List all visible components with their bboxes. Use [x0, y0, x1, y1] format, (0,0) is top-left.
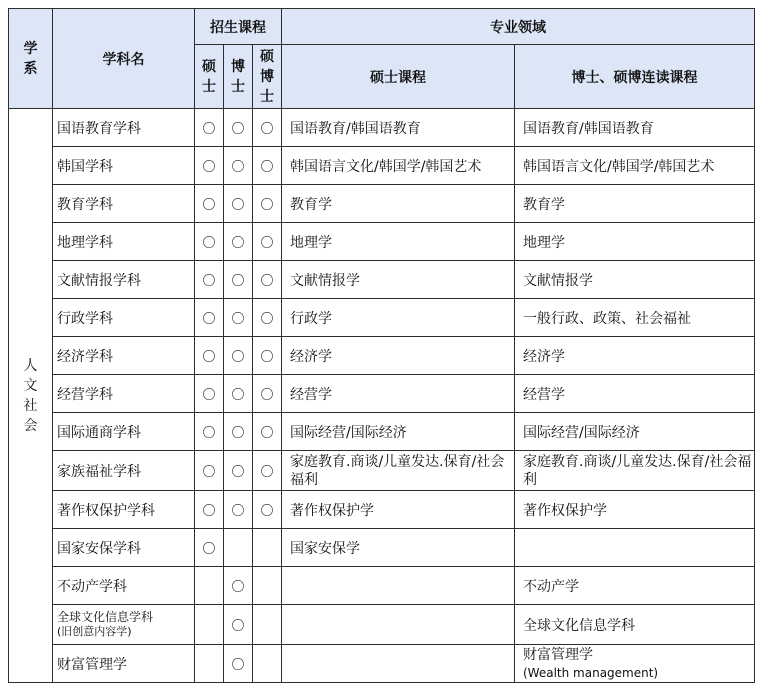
doctor-mark: 〇 [224, 147, 253, 185]
doctor-mark: 〇 [224, 451, 253, 491]
table-row [9, 605, 755, 645]
doctor-mark: 〇 [224, 413, 253, 451]
header-doctor: 博 士 [224, 45, 253, 109]
table-row [9, 567, 755, 605]
master-course: 地理学 [282, 223, 515, 261]
combined-mark: 〇 [253, 413, 282, 451]
master-course: 行政学 [282, 299, 515, 337]
doctor-course: 不动产学 [515, 567, 755, 605]
doctor-mark: 〇 [224, 337, 253, 375]
table-row [9, 147, 755, 185]
master-mark: 〇 [195, 109, 224, 147]
master-course [282, 605, 515, 645]
master-mark [195, 567, 224, 605]
master-course: 国际经营/国际经济 [282, 413, 515, 451]
doctor-course: 文献情报学 [515, 261, 755, 299]
combined-mark: 〇 [253, 299, 282, 337]
table-body [9, 109, 755, 683]
subject-name: 韩国学科 [53, 147, 195, 185]
master-mark [195, 605, 224, 645]
doctor-course: 国语教育/韩国语教育 [515, 109, 755, 147]
header-master-course: 硕士课程 [282, 45, 515, 109]
subject-name: 财富管理学 [53, 645, 195, 683]
combined-mark: 〇 [253, 261, 282, 299]
master-mark: 〇 [195, 223, 224, 261]
combined-mark [253, 567, 282, 605]
master-course: 著作权保护学 [282, 491, 515, 529]
table-row [9, 413, 755, 451]
master-course: 经济学 [282, 337, 515, 375]
table-row [9, 185, 755, 223]
subject-name: 全球文化信息学科 (旧创意内容学) [53, 605, 195, 645]
doctor-course: 经济学 [515, 337, 755, 375]
table-row [9, 645, 755, 683]
table-row [9, 109, 755, 147]
subject-name: 地理学科 [53, 223, 195, 261]
master-course: 经营学 [282, 375, 515, 413]
doctor-mark: 〇 [224, 567, 253, 605]
header-admission: 招生课程 [195, 9, 282, 45]
doctor-mark: 〇 [224, 645, 253, 683]
header-doctor-course: 博士、硕博连读课程 [515, 45, 755, 109]
doctor-mark: 〇 [224, 491, 253, 529]
combined-mark: 〇 [253, 147, 282, 185]
master-course: 国语教育/韩国语教育 [282, 109, 515, 147]
doctor-course: 教育学 [515, 185, 755, 223]
table-row [9, 223, 755, 261]
combined-mark: 〇 [253, 185, 282, 223]
combined-mark [253, 529, 282, 567]
master-course: 文献情报学 [282, 261, 515, 299]
table-row [9, 337, 755, 375]
master-mark: 〇 [195, 147, 224, 185]
combined-mark: 〇 [253, 375, 282, 413]
doctor-mark: 〇 [224, 185, 253, 223]
subject-name: 行政学科 [53, 299, 195, 337]
programs-table [8, 8, 755, 683]
doctor-course: 韩国语言文化/韩国学/韩国艺术 [515, 147, 755, 185]
combined-mark: 〇 [253, 491, 282, 529]
header-master: 硕 士 [195, 45, 224, 109]
master-mark [195, 645, 224, 683]
header-field: 专业领域 [282, 9, 755, 45]
subject-name: 国际通商学科 [53, 413, 195, 451]
subject-name: 不动产学科 [53, 567, 195, 605]
doctor-mark: 〇 [224, 299, 253, 337]
master-course: 家庭教育.商谈/儿童发达.保育/社会福利 [282, 451, 515, 491]
group-label: 人 文 社 会 [9, 109, 53, 683]
master-mark: 〇 [195, 261, 224, 299]
doctor-mark: 〇 [224, 223, 253, 261]
combined-mark: 〇 [253, 451, 282, 491]
table-row [9, 451, 755, 491]
subject-name: 经济学科 [53, 337, 195, 375]
table-row [9, 529, 755, 567]
master-mark: 〇 [195, 451, 224, 491]
doctor-course: 家庭教育.商谈/儿童发达.保育/社会福利 [515, 451, 755, 491]
master-course: 国家安保学 [282, 529, 515, 567]
master-mark: 〇 [195, 337, 224, 375]
doctor-mark: 〇 [224, 109, 253, 147]
doctor-course: 国际经营/国际经济 [515, 413, 755, 451]
header-dept: 学 系 [9, 9, 53, 109]
master-course [282, 567, 515, 605]
doctor-mark: 〇 [224, 261, 253, 299]
subject-name: 国家安保学科 [53, 529, 195, 567]
doctor-course: 一般行政、政策、社会福祉 [515, 299, 755, 337]
doctor-course: 财富管理学 (Wealth management) [515, 645, 755, 683]
master-mark: 〇 [195, 299, 224, 337]
subject-name: 教育学科 [53, 185, 195, 223]
combined-mark: 〇 [253, 223, 282, 261]
combined-mark: 〇 [253, 109, 282, 147]
header-subject: 学科名 [53, 9, 195, 109]
subject-name: 国语教育学科 [53, 109, 195, 147]
subject-name: 文献情报学科 [53, 261, 195, 299]
doctor-course: 地理学 [515, 223, 755, 261]
doctor-course: 全球文化信息学科 [515, 605, 755, 645]
combined-mark [253, 605, 282, 645]
doctor-course: 经营学 [515, 375, 755, 413]
master-course: 韩国语言文化/韩国学/韩国艺术 [282, 147, 515, 185]
master-mark: 〇 [195, 529, 224, 567]
master-course [282, 645, 515, 683]
doctor-mark: 〇 [224, 605, 253, 645]
header-combined: 硕 博 士 [253, 45, 282, 109]
doctor-mark: 〇 [224, 375, 253, 413]
master-mark: 〇 [195, 491, 224, 529]
doctor-mark [224, 529, 253, 567]
master-mark: 〇 [195, 185, 224, 223]
doctor-course: 著作权保护学 [515, 491, 755, 529]
master-mark: 〇 [195, 413, 224, 451]
table-row [9, 299, 755, 337]
table-row [9, 491, 755, 529]
table-row [9, 375, 755, 413]
combined-mark: 〇 [253, 337, 282, 375]
master-mark: 〇 [195, 375, 224, 413]
subject-name: 经营学科 [53, 375, 195, 413]
doctor-course [515, 529, 755, 567]
subject-name: 著作权保护学科 [53, 491, 195, 529]
master-course: 教育学 [282, 185, 515, 223]
table-row [9, 261, 755, 299]
combined-mark [253, 645, 282, 683]
subject-name: 家族福祉学科 [53, 451, 195, 491]
